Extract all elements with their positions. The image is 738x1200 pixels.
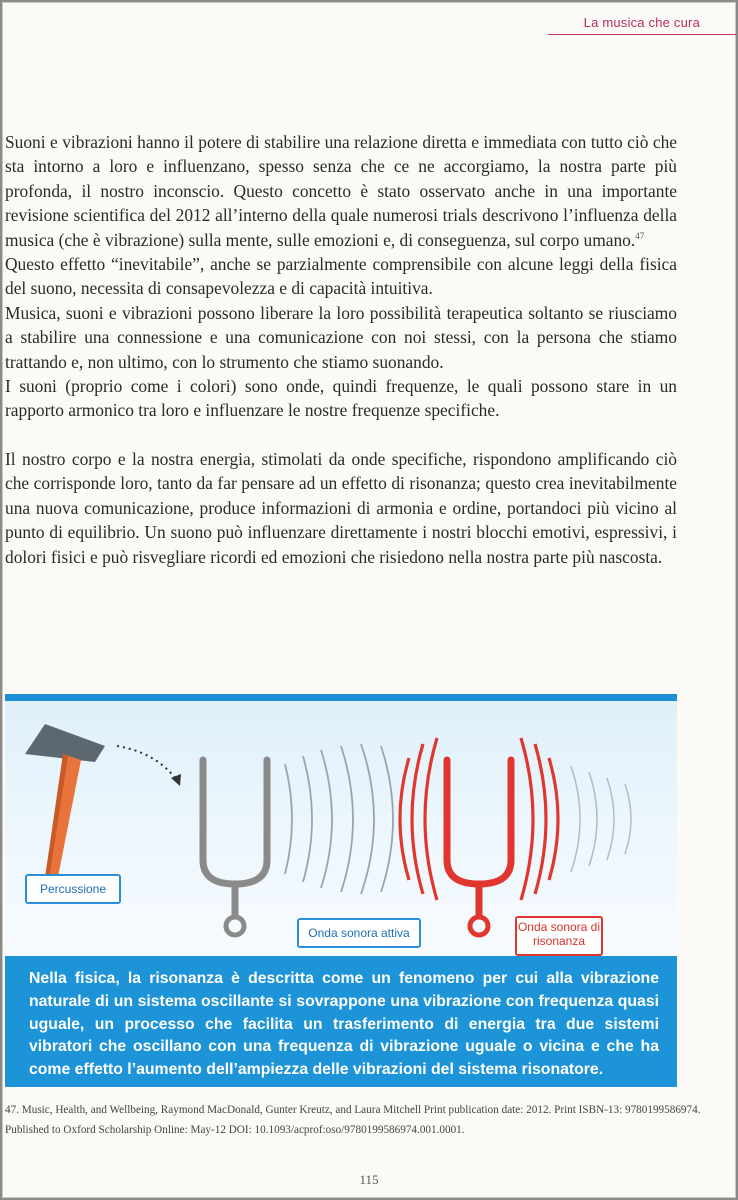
paragraph-2: Questo effetto “inevitabile”, anche se parzialmente comprensibile con alcune leggi della fisica del suono, necessita di consapevolezza e di capacità intuitiva. xyxy=(5,254,677,299)
resonance-tuning-fork-icon xyxy=(447,760,511,935)
figure-caption: Nella fisica, la risonanza è descritta come un fenomeno per cui alla vibrazione naturale di un sistema oscillante si sovrappone una vibrazione con frequenza quasi uguale, un processo che facilita un trasferimento di energia tra due sistemi vibratori che oscillano con una frequenza di vibrazione uguale o vicina e che ha come effetto l’aumento dell’ampiezza delle vibrazioni del sistema risonatore. xyxy=(29,970,659,1079)
footnote-reference: 47 xyxy=(635,230,645,241)
paragraph-1-text: Suoni e vibrazioni hanno il potere di stabilire una relazione diretta e immediata con tutto ciò che sta intorno a loro e influenzano, spesso senza che ce ne accorgiamo, la nostra parte più profonda, il nostro inconscio. Questo concetto è stato osservato anche in una importante revisione scientifica del 2012 all’interno della quale numerosi trials descrivono l’influenza della musica (che è vibrazione) sulla mente, sulle emozioni e, di conseguenza, sul corpo umano. xyxy=(5,132,677,250)
resonance-figure xyxy=(5,694,677,1087)
strike-arrow-icon xyxy=(117,746,177,780)
fading-wave-icon xyxy=(571,766,631,872)
resonance-wave-left-icon xyxy=(400,738,437,900)
hammer-icon xyxy=(25,724,105,882)
footnote-line-1: 47. Music, Health, and Wellbeing, Raymond MacDonald, Gunter Kreutz, and Laura Mitchell Print publication date: 2012. Print ISBN-13: 9780199586974. xyxy=(5,1104,701,1116)
paragraph-1 xyxy=(5,130,677,252)
footnote-line-2: Published to Oxford Scholarship Online: May-12 DOI: 10.1093/acprof:oso/9780199586974.001.0001. xyxy=(5,1124,465,1136)
book-page xyxy=(2,2,736,1198)
page-number: 115 xyxy=(359,1172,379,1187)
paragraph-5: Il nostro corpo e la nostra energia, stimolati da onde specifiche, rispondono amplificando ciò che corrisponde loro, tanto da far pensare ad un effetto di risonanza; questo crea inevitabilmente una nuova comunicazione, produce informazioni di armonia e ordine, portandoci più vicino al punto di equilibrio. Un suono può influenzare direttamente i nostri blocchi emotivi, espressivi, i dolori fisici e può risvegliare ricordi ed emozioni che risiedono nella nostra parte più nascosta. xyxy=(5,448,677,567)
sound-wave-icon xyxy=(285,744,393,894)
figure-caption-box xyxy=(5,956,677,1087)
label-active-wave: Onda sonora attiva xyxy=(297,918,421,948)
label-percussion: Percussione xyxy=(25,874,121,904)
label-resonance-wave: Onda sonora di risonanza xyxy=(515,916,603,956)
footnote xyxy=(5,1100,705,1140)
running-head-title: La musica che cura xyxy=(583,15,700,30)
tuning-fork-icon xyxy=(203,760,267,935)
paragraph-3: Musica, suoni e vibrazioni possono liberare la loro possibilità terapeutica soltanto se riusciamo a stabilire una connessione e una comunicazione con noi stessi, con la persona che stiamo trattando e, non ultimo, con lo strumento che stiamo suonando. xyxy=(5,302,677,372)
body-text xyxy=(5,130,677,569)
paragraph-4: I suoni (proprio come i colori) sono onde, quindi frequenze, le quali possono stare in un rapporto armonico tra loro e influenzare le nostre frequenze specifiche. xyxy=(5,376,677,421)
running-head xyxy=(548,6,736,35)
resonance-wave-right-icon xyxy=(521,738,558,900)
